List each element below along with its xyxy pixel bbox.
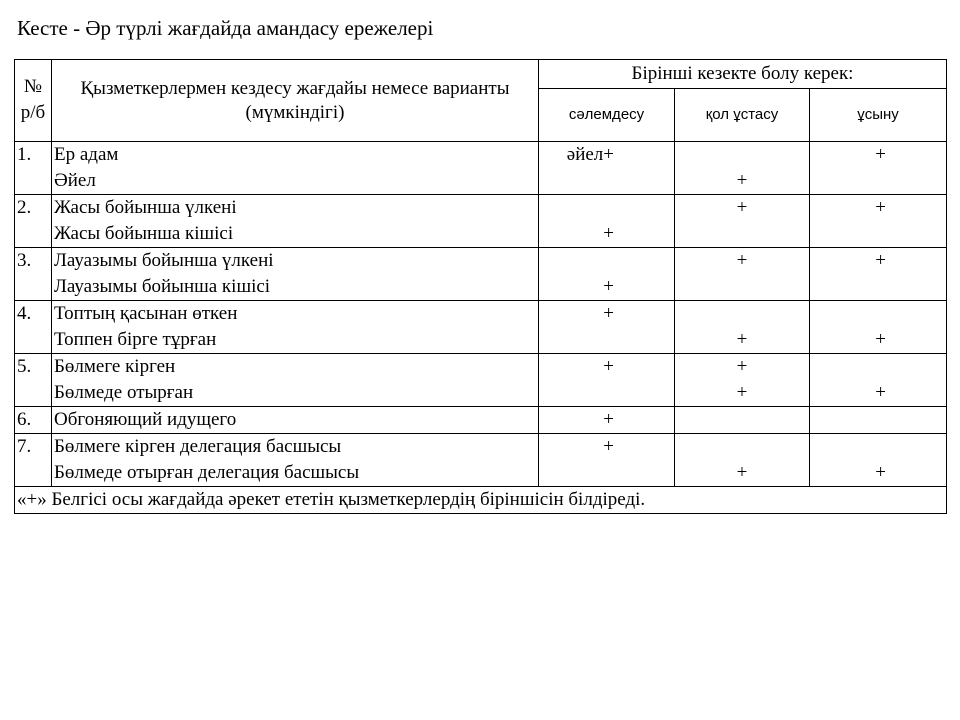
header-greet: сәлемдесу	[539, 89, 675, 142]
row-number: 3.	[15, 248, 52, 301]
mark-value	[539, 248, 674, 274]
row-situation	[52, 195, 539, 248]
situation-line: Бөлмеде отырған делегация басшысы	[54, 462, 360, 483]
handshake-cell	[675, 354, 810, 407]
mark-value: +	[736, 170, 748, 191]
situation-line: Жасы бойынша кішісі	[54, 223, 234, 244]
header-offer: ұсыну	[810, 89, 947, 142]
row-number: 6.	[15, 407, 52, 434]
mark-value	[539, 327, 674, 353]
offer-cell	[810, 142, 947, 195]
offer-cell	[810, 434, 947, 487]
mark-value: +	[736, 329, 748, 350]
mark-value	[810, 354, 946, 380]
table-title: Кесте - Әр түрлі жағдайда амандасу ережелері	[17, 16, 434, 40]
situation-line: Бөлмеге кірген	[54, 356, 176, 377]
mark-value	[539, 195, 674, 221]
mark-value	[675, 407, 809, 433]
situation-line: Әйел	[54, 170, 96, 191]
situation-line: Топпен бірге тұрған	[54, 329, 217, 350]
mark-value: әйел+	[566, 144, 614, 165]
row-situation	[52, 301, 539, 354]
footnote-row	[15, 487, 947, 514]
offer-cell	[810, 195, 947, 248]
mark-value: +	[875, 329, 886, 350]
mark-value	[539, 168, 674, 194]
offer-cell	[810, 407, 947, 434]
row-situation	[52, 354, 539, 407]
mark-value	[539, 380, 674, 406]
table-row	[15, 142, 947, 195]
greet-cell	[539, 354, 675, 407]
table-row	[15, 301, 947, 354]
greet-cell	[539, 434, 675, 487]
greet-cell	[539, 407, 675, 434]
mark-value	[810, 407, 946, 433]
offer-cell	[810, 301, 947, 354]
situation-line: Обгоняющий идущего	[54, 409, 237, 430]
mark-value: +	[736, 250, 748, 271]
row-situation	[52, 434, 539, 487]
mark-value	[810, 221, 946, 247]
situation-line: Бөлмеге кірген делегация басшысы	[54, 436, 342, 457]
mark-value: +	[603, 356, 614, 377]
footnote: «+» Белгісі осы жағдайда әрекет ететін қызметкерлердің біріншісін білдіреді.	[15, 487, 947, 514]
mark-value	[675, 142, 809, 168]
situation-line: Топтың қасынан өткен	[54, 303, 238, 324]
offer-cell	[810, 354, 947, 407]
mark-value: +	[875, 197, 886, 218]
header-handshake: қол ұстасу	[675, 89, 810, 142]
row-number: 4.	[15, 301, 52, 354]
mark-value: +	[736, 382, 748, 403]
greet-cell	[539, 195, 675, 248]
table-row	[15, 248, 947, 301]
handshake-cell	[675, 142, 810, 195]
mark-value: +	[603, 436, 614, 457]
mark-value	[810, 168, 946, 194]
mark-value	[675, 274, 809, 300]
mark-value	[675, 301, 809, 327]
greeting-rules-table	[14, 59, 947, 514]
situation-line: Лауазымы бойынша кішісі	[54, 276, 271, 297]
header-first-group: Бірінші кезекте болу керек:	[539, 60, 947, 89]
mark-value: +	[736, 356, 748, 377]
mark-value	[675, 434, 809, 460]
situation-line: Ер адам	[54, 144, 119, 165]
offer-cell	[810, 248, 947, 301]
handshake-cell	[675, 301, 810, 354]
mark-value: +	[736, 462, 748, 483]
greet-cell	[539, 142, 675, 195]
table-row	[15, 195, 947, 248]
row-situation	[52, 142, 539, 195]
mark-value: +	[603, 303, 614, 324]
mark-value	[810, 274, 946, 300]
situation-line: Бөлмеде отырған	[54, 382, 194, 403]
mark-value: +	[875, 250, 886, 271]
mark-value: +	[736, 197, 748, 218]
situation-line: Лауазымы бойынша үлкені	[54, 250, 274, 271]
row-number: 2.	[15, 195, 52, 248]
handshake-cell	[675, 434, 810, 487]
mark-value	[539, 460, 674, 486]
mark-value: +	[603, 276, 614, 297]
mark-value: +	[875, 382, 886, 403]
table-row	[15, 354, 947, 407]
handshake-cell	[675, 248, 810, 301]
handshake-cell	[675, 195, 810, 248]
mark-value: +	[875, 462, 886, 483]
row-situation	[52, 407, 539, 434]
table-row	[15, 407, 947, 434]
table-row	[15, 434, 947, 487]
header-situation: Қызметкерлермен кездесу жағдайы немесе варианты (мүмкіндігі)	[52, 60, 539, 142]
row-number: 7.	[15, 434, 52, 487]
row-number: 5.	[15, 354, 52, 407]
mark-value: +	[603, 409, 614, 430]
situation-line: Жасы бойынша үлкені	[54, 197, 237, 218]
mark-value	[675, 221, 809, 247]
mark-value	[810, 301, 946, 327]
mark-value: +	[875, 144, 886, 165]
greet-cell	[539, 248, 675, 301]
header-num: № р/б	[15, 60, 52, 142]
row-situation	[52, 248, 539, 301]
row-number: 1.	[15, 142, 52, 195]
handshake-cell	[675, 407, 810, 434]
mark-value: +	[603, 223, 614, 244]
mark-value	[810, 434, 946, 460]
greet-cell	[539, 301, 675, 354]
